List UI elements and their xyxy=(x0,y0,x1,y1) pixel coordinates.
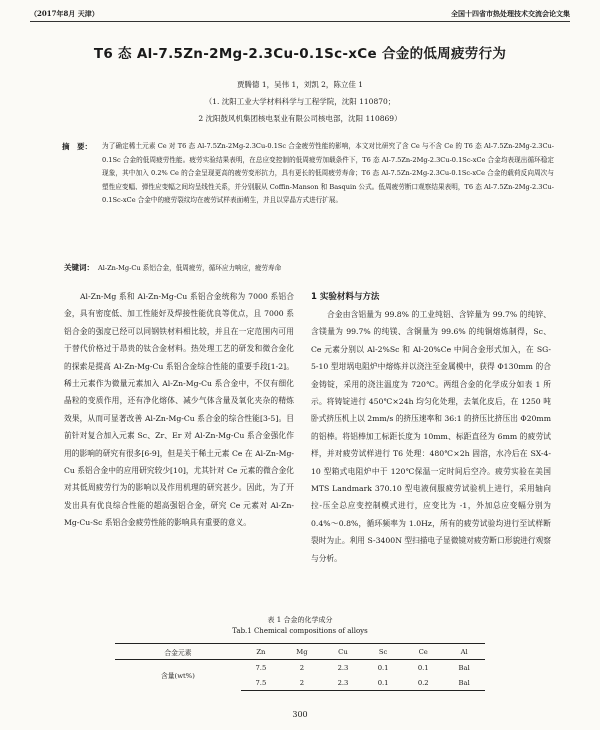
table-cell: 2.3 xyxy=(337,663,349,672)
table-row xyxy=(115,660,485,676)
table-cell: 2 xyxy=(281,675,323,691)
table-header-cell: 合金元素 xyxy=(115,644,241,660)
page-number: 300 xyxy=(292,710,308,719)
abstract-label: 摘 要： xyxy=(62,142,92,151)
table-cell: 0.1 xyxy=(417,663,429,672)
section-1-text: 合金由含铝量为 99.8% 的工业纯铝、含锌量为 99.7% 的纯锌、含镁量为 99.7% 的纯镁、含铜量为 99.6% 的纯铜熔炼制得，Sc、Ce 元素分别以 Al-2%Sc 和 Al-20%Ce 中间合金形式加入，在 SG-5-10 型坩埚电阻炉中熔炼并以浇注至金属模中，获得 Φ130mm 的合金铸锭，采用的浇注温度为 720℃。两组合金的化学成分如表 1 所示。将铸锭进行 450℃×24h 均匀化处理，去氧化皮后，在 1250 吨卧式挤压机上以 2mm/s 的挤压速率和 36:1 的挤压比挤压出 Φ20mm 的铝棒。将铝棒加工标距长度为 10mm、标距直径为 6mm 的疲劳试样，并对疲劳试样进行 T6 处理：480℃×2h 固溶，水冷后在 SX-4-10 型箱式电阻炉中于 120℃保温一定时间后空冷。疲劳实验在美国 MTS Landmark 370.10 型电液伺服疲劳试验机上进行，采用轴向拉-压全总应变控制模式进行，应变比为 -1，外加总应变幅分别为 0.4%～0.8%，循环频率为 1.0Hz，所有的疲劳试验均进行至试样断裂时为止。利用 S-3400N 型扫描电子显微镜对疲劳断口形貌进行观察与分析。 xyxy=(311,310,551,563)
table-cell: 0.2 xyxy=(403,675,443,691)
table-header-cell: Mg xyxy=(281,644,323,660)
abstract-text: 为了确定稀土元素 Ce 对 T6 态 Al-7.5Zn-2Mg-2.3Cu-0.1Sc 合金疲劳性能的影响，本文对比研究了含 Ce 与不含 Ce 的 T6 态 Al-7.5Zn-2Mg-2.3Cu-0.1Sc 合金的低周疲劳性能。疲劳实验结果表明，在总应变控制的低周疲劳加载条件下，T6 态 Al-7.5Zn-2Mg-2.3Cu-0.1Sc-xCe 合金均表现出循环稳定现象，其中加入 0.2% Ce 的合金呈现更高的疲劳变形抗力，具有更长的低周疲劳寿命；T6 态 Al-7.5Zn-2Mg-2.3Cu-0.1Sc-xCe 合金的载荷反向周次与塑性应变幅、弹性应变幅之间均呈线性关系，并分别服从 Coffin-Manson 和 Basquin 公式。低周疲劳断口观察结果表明，T6 态 Al-7.5Zn-2Mg-2.3Cu-0.1Sc-xCe 合金中的疲劳裂纹均在疲劳试样表面萌生，并且以穿晶方式进行扩展。 xyxy=(102,142,554,205)
section-1-heading: 1 实验材料与方法 xyxy=(311,292,380,302)
affiliation-2: 2 沈阳鼓风机集团核电泵业有限公司核电部，沈阳 110869） xyxy=(198,114,402,123)
keywords-label: 关键词： xyxy=(64,263,94,272)
table-cell: 2 xyxy=(299,663,305,672)
table-header-row xyxy=(115,644,485,660)
table-header-cell: Cu xyxy=(323,644,363,660)
paper-title: T6 态 Al-7.5Zn-2Mg-2.3Cu-0.1Sc-xCe 合金的低周疲劳行为 xyxy=(93,46,507,62)
table-row-label: 含量(wt%) xyxy=(160,672,195,681)
table-cell: Bal xyxy=(458,663,470,672)
table-caption-cn: 表 1 合金的化学成分 xyxy=(267,616,333,624)
header-rule xyxy=(30,21,570,22)
table-header-cell: Zn xyxy=(241,644,281,660)
table-caption-en: Tab.1 Chemical compositions of alloys xyxy=(232,627,368,635)
header-left: （2017年8月 天津） xyxy=(30,9,99,18)
table-cell: 2.3 xyxy=(323,675,363,691)
table-cell: 0.1 xyxy=(377,663,389,672)
abstract xyxy=(64,140,554,208)
intro-paragraph: Al-Zn-Mg 系和 Al-Zn-Mg-Cu 系铝合金统称为 7000 系铝合金，具有密度低、加工性能好及焊接性能优良等优点，且 7000 系铝合金的强度已经可以同钢铁材料相比较，并且在一定范围内可用于替代价格过于昂贵的钛合金材料。热处理工艺的研发和微合金化的探索是提高 Al-Zn-Mg-Cu 系铝合金综合性能的重要手段[1-2]。稀土元素作为微量元素加入 Al-Zn-Mg-Cu 系合金中，不仅有细化晶粒的变质作用，还有净化熔体、减少气体含量及氧化夹杂的精炼效果，从而可显著改善 Al-Zn-Mg-Cu 系合金的综合性能[3-5]。目前针对复合加入元素 Sc、Zr、Er 对 Al-Zn-Mg-Cu 系合金强化作用的影响的研究有很多[6-9]，但是关于稀土元素 Ce 在 Al-Zn-Mg-Cu 系铝合金中的应用研究较少[10]，尤其针对 Ce 元素的微合金化对其低周疲劳行为的影响以及作用机理的研究甚少。因此，为了开发出具有优良综合性能的超高强铝合金，研究 Ce 元素对 Al-Zn-Mg-Cu-Sc 系铝合金疲劳性能的影响具有重要的意义。 xyxy=(64,292,294,528)
running-header xyxy=(30,6,570,20)
table-header-cell: Al xyxy=(443,644,485,660)
keywords xyxy=(64,262,554,273)
section-1 xyxy=(311,288,551,567)
affiliation-1: （1. 沈阳工业大学材料科学与工程学院，沈阳 110870； xyxy=(204,97,396,106)
keywords-text: Al-Zn-Mg-Cu 系铝合金，低周疲劳，循环应力响应，疲劳寿命 xyxy=(98,264,282,272)
table-cell: 0.1 xyxy=(363,675,403,691)
table-cell: 7.5 xyxy=(255,663,267,672)
table-cell: 7.5 xyxy=(241,675,281,691)
header-right: 全国十四省市热处理技术交流会论文集 xyxy=(451,9,570,18)
composition-table xyxy=(115,643,485,691)
authors: 贾腾德 1，吴伟 1，刘凯 2，陈立佳 1 xyxy=(236,80,364,89)
table-cell: Bal xyxy=(443,675,485,691)
table-header-cell: Ce xyxy=(403,644,443,660)
table-header-cell: Sc xyxy=(363,644,403,660)
